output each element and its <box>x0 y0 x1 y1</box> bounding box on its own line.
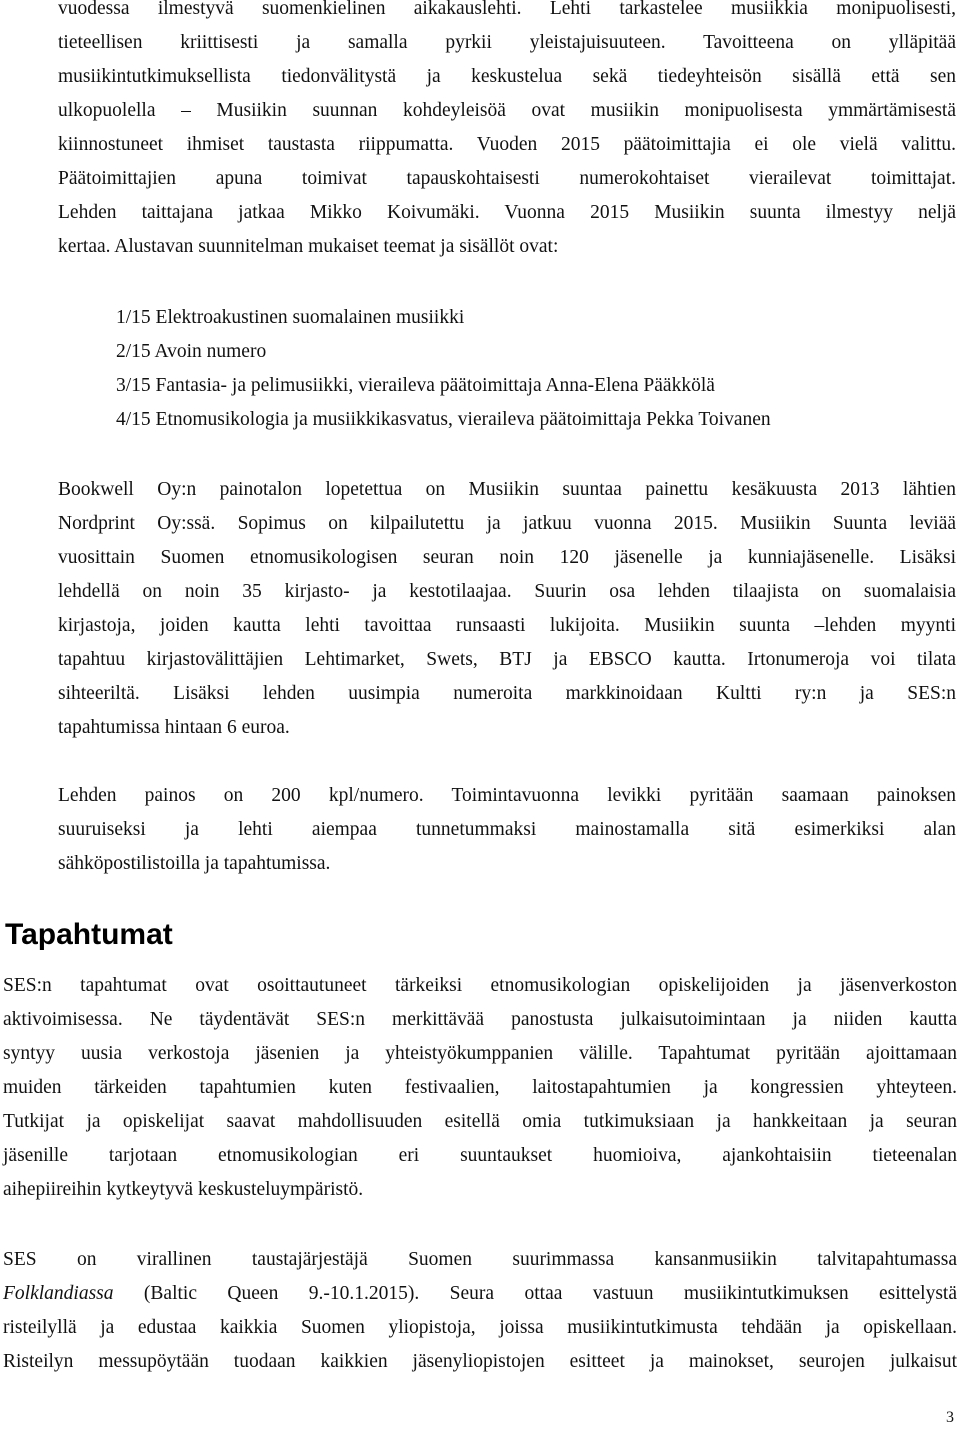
paragraph-edition <box>58 779 956 881</box>
issue-list <box>116 301 946 437</box>
text-line: tapahtumissa hintaan 6 euroa. <box>58 717 290 738</box>
text-line: SES:n tapahtumat ovat osoittautuneet tärkeiksi etnomusikologian opiskelijoiden ja jäsenverkoston <box>3 975 957 996</box>
text-line: Lehden painos on 200 kpl/numero. Toimintavuonna levikki pyritään saamaan painoksen <box>58 785 956 806</box>
text-line: aihepiireihin kytkeytyvä keskusteluympäristö. <box>3 1179 364 1200</box>
text-line: Nordprint Oy:ssä. Sopimus on kilpailutettu ja jatkuu vuonna 2015. Musiikin Suunta leviää <box>58 513 956 534</box>
text-line: sihteeriltä. Lisäksi lehden uusimpia numeroita markkinoidaan Kultti ry:n ja SES:n <box>58 683 956 704</box>
text-line: Risteilyn messupöytään tuodaan kaikkien jäsenyliopistojen esitteet ja mainokset, seurojen julkaisut <box>3 1351 957 1372</box>
text-line: ulkopuolella – Musiikin suunnan kohdeyleisöä ovat musiikin monipuolisesta ymmärtämisestä <box>58 100 956 121</box>
list-item: 3/15 Fantasia- ja pelimusiikki, vieraileva päätoimittaja Anna-Elena Pääkkölä <box>116 375 715 396</box>
page-number: 3 <box>946 1409 954 1426</box>
text-line: vuosittain Suomen etnomusikologisen seuran noin 120 jäsenelle ja kunniajäsenelle. Lisäksi <box>58 547 956 568</box>
text-line: kiinnostuneet ihmiset taustasta riippumatta. Vuoden 2015 päätoimittajia ei ole vielä valittu. <box>58 134 956 155</box>
list-item: 2/15 Avoin numero <box>116 341 267 362</box>
paragraph-cruise <box>3 1243 957 1379</box>
text-line: jäsenille tarjotaan etnomusikologian eri suuntaukset huomioiva, ajankohtaisiin tieteenalan <box>3 1145 957 1166</box>
section-heading-events: Tapahtumat <box>5 918 173 951</box>
text-line: sähköpostilistoilla ja tapahtumissa. <box>58 853 331 874</box>
paragraph-intro <box>58 0 956 264</box>
text-run: (Baltic Queen 9.-10.1.2015). Seura ottaa vastuun musiikintutkimuksen esittelystä <box>113 1283 957 1304</box>
text-line: Lehden taittajana jatkaa Mikko Koivumäki. Vuonna 2015 Musiikin suunta ilmestyy neljä <box>58 202 956 223</box>
paragraph-events <box>3 969 957 1207</box>
text-line: musiikintutkimuksellista tiedonvälitystä ja keskustelua sekä tiedeyhteisön sisällä että sen <box>58 66 956 87</box>
paragraph-printing <box>58 473 956 745</box>
text-line: Tutkijat ja opiskelijat saavat mahdollisuuden esitellä omia tutkimuksiaan ja hankkeitaan ja seuran <box>3 1111 957 1132</box>
text-line: muiden tärkeiden tapahtumien kuten festivaalien, laitostapahtumien ja kongressien yhteyteen. <box>3 1077 957 1098</box>
text-line: suuruiseksi ja lehti aiempaa tunnetummaksi mainostamalla sitä esimerkiksi alan <box>58 819 956 840</box>
text-line: SES on virallinen taustajärjestäjä Suomen suurimmassa kansanmusiikin talvitapahtumassa <box>3 1249 957 1270</box>
text-line: kirjastoja, joiden kautta lehti tavoittaa runsaasti lukijoita. Musiikin suunta –lehden myynti <box>58 615 956 636</box>
text-line: Päätoimittajien apuna toimivat tapauskohtaisesti numerokohtaiset vierailevat toimittajat. <box>58 168 956 189</box>
text-line: risteilyllä ja edustaa kaikkia Suomen yliopistoja, joissa musiikintutkimusta tehdään ja opiskellaan. <box>3 1317 957 1338</box>
text-line: lehdellä on noin 35 kirjasto- ja kestotilaajaa. Suurin osa lehden tilaajista on suomalaisia <box>58 581 956 602</box>
text-line: kertaa. Alustavan suunnitelman mukaiset teemat ja sisällöt ovat: <box>58 236 559 257</box>
list-item: 1/15 Elektroakustinen suomalainen musiikki <box>116 307 465 328</box>
text-line <box>3 1277 957 1311</box>
text-line: Bookwell Oy:n painotalon lopetettua on Musiikin suuntaa painettu kesäkuusta 2013 lähtien <box>58 479 956 500</box>
text-line: aktivoimisessa. Ne täydentävät SES:n merkittävää panostusta julkaisutoimintaan ja niiden kautta <box>3 1009 957 1030</box>
text-line: tapahtuu kirjastovälittäjien Lehtimarket, Swets, BTJ ja EBSCO kautta. Irtonumeroja voi tilata <box>58 649 956 670</box>
festival-name: Folklandiassa <box>3 1283 114 1304</box>
text-line: vuodessa ilmestyvä suomenkielinen aikakauslehti. Lehti tarkastelee musiikkia monipuolisesti, <box>58 0 956 19</box>
text-line: tieteellisen kriittisesti ja samalla pyrkii yleistajuisuuteen. Tavoitteena on ylläpitää <box>58 32 956 53</box>
list-item: 4/15 Etnomusikologia ja musiikkikasvatus, vieraileva päätoimittaja Pekka Toivanen <box>116 409 771 430</box>
text-line: syntyy uusia verkostoja jäsenien ja yhteistyökumppanien välille. Tapahtumat pyritään ajoittamaan <box>3 1043 957 1064</box>
